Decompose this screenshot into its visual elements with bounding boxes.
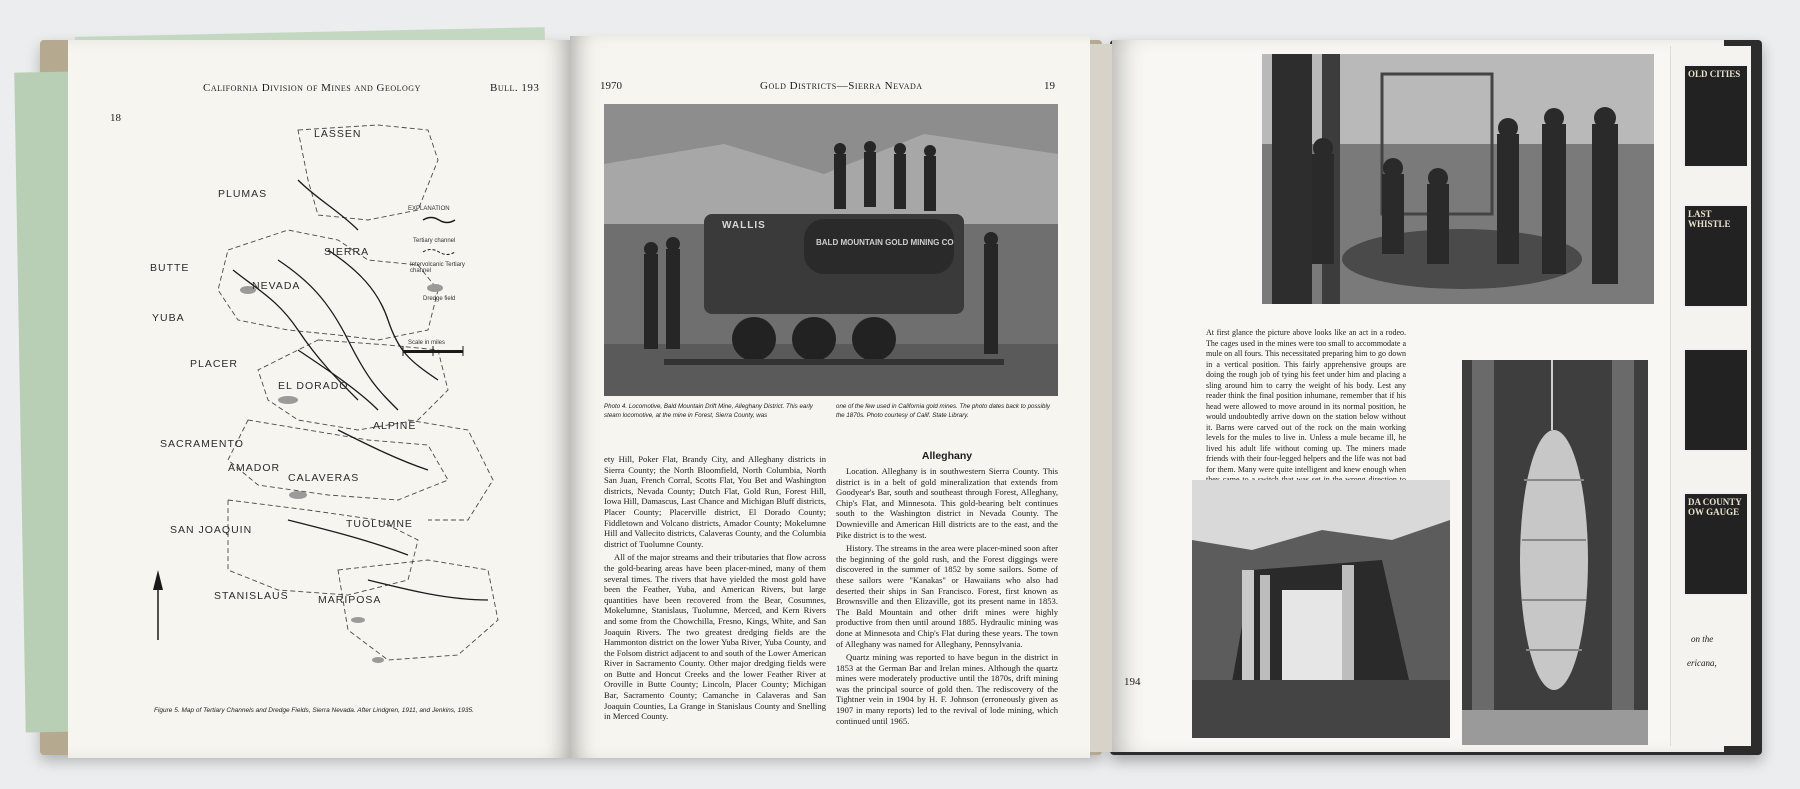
page-edge-strip [1090, 44, 1112, 752]
map-scale-label: Scale in miles [408, 340, 446, 346]
left-running-header: California Division of Mines and Geology [203, 82, 421, 94]
county-label-amador: AMADOR [228, 462, 281, 474]
photo-caption-right: one of the few used in California gold mines. The photo dates back to possibly the 1870s. Photo courtesy of Calif. State Library. [836, 403, 1050, 419]
right-photo-page [1112, 40, 1724, 752]
mule-story-body: At first glance the picture above looks like an act in a rodeo. The cages used in the mines were too small to accommodate a mule on all fours. This necessitated preparing him to go down in a vertical position. This fairly apprehensive groups are doing the rough job of tying his feet under him and placing a sling around him to carry the weight of his body. Lest any reader think the final position inhumane, remember that if his head were allowed to move around in its normal position, he would undoubtedly arrive down on the station below without it. Barns were carved out of the rock on the main working levels for the mules to live in. Unless a mule became ill, he lived his adult life without coming up. The miners made friends with their four-legged helpers and the life was not bad for them. Many were quite intelligent and knew enough when [1206, 328, 1406, 474]
county-label-san-joaquin: SAN JOAQUIN [170, 524, 253, 536]
county-label-lassen: LASSEN [314, 128, 362, 140]
paragraph: All of the major streams and their tributaries that flow across the gold-bearing areas have been placer-mined, many of them several times. The rivers that have yielded the most gold have been the Feather, Yuba, and American Rivers, but large quantities have been recovered from the Bear, Cosumnes, Mokelumne, Stanislaus, Tuolumne, Merced, and Kern Rivers and some from the Chowchilla, Fresno, Kings, White, and San Joaquin Rivers. The two greatest dredging fields are the Hammonton district on the lower Yuba River, Yuba County, and the Folsom district adjacent to and south of the Lower American River in Sacramento County. Other major dredging fields were on Butte and Honcut Creeks and the lower Feather River at Oroville in Butte County; Lincoln, Placer County; Michigan Bar, Sacramento County; Camanche in Calaveras and San Joaquin Counties, La Grange in Stanislaus County and Snelling in Merced County. [604, 552, 826, 722]
thumbnail-title: OLD CITIES [1688, 69, 1741, 79]
left-page-number: 18 [110, 112, 121, 124]
photo-caption-left: Photo 4. Locomotive, Bald Mountain Drift Mine, Alleghany District. This early steam locomotive, at the mine in Forest, Sierra County, was [604, 403, 813, 419]
section-heading-alleghany: Alleghany [921, 450, 973, 462]
locomotive-illustration [604, 104, 1058, 396]
left-bulletin-number: Bull. 193 [490, 82, 540, 94]
map-legend-intervolcanic: Intervolcanic Tertiary channel [410, 262, 465, 274]
thumbnail-title: LAST WHISTLE [1688, 209, 1731, 229]
map-legend-dredge: Dredge field [423, 296, 456, 302]
county-label-butte: BUTTE [150, 262, 190, 274]
text-column-right [836, 466, 1058, 729]
paragraph: Location. Alleghany is in southwestern Sierra County. This district is in a belt of gold mineralization that extends from Goodyear's Bar, south and southeast through Forest, Alleghany, Chip's Flat, and Minnesota. This gold-bearing belt continues south to the Washington district in Nevada County. The Downieville and American Hill districts are to the east, and the Pike district is to the west. [836, 466, 1058, 540]
middle-running-header: Gold Districts—Sierra Nevada [760, 80, 923, 92]
middle-year: 1970 [600, 80, 622, 92]
right-book-page-number: 194 [1124, 676, 1141, 688]
county-label-placer: PLACER [190, 358, 239, 370]
county-label-sierra: SIERRA [324, 246, 370, 258]
county-label-el-dorado: EL DORADO [278, 380, 349, 392]
hanging-mule-photo [1462, 360, 1648, 745]
map-legend-title: EXPLANATION [408, 206, 450, 212]
thumbnail-untitled [1683, 348, 1749, 452]
mule-rodeo-illustration [1262, 54, 1654, 304]
county-label-nevada: NEVADA [252, 280, 301, 292]
left-page [68, 40, 570, 758]
figure-caption: Figure 5. Map of Tertiary Channels and Dredge Fields, Sierra Nevada. After Lindgren, 1911, and Jenkins, 1935. [154, 707, 474, 714]
edge-text-line-1: on the [1691, 634, 1714, 644]
thumbnail-title [1685, 350, 1747, 356]
thumbnail-county-gauge [1683, 492, 1749, 596]
county-label-mariposa: MARIPOSA [318, 594, 382, 606]
county-label-plumas: PLUMAS [218, 188, 268, 200]
thumbnail-last-whistle [1683, 204, 1749, 308]
mule-rodeo-photo [1262, 54, 1654, 304]
county-label-sacramento: SACRAMENTO [160, 438, 244, 450]
locomotive-photo [604, 104, 1058, 396]
paragraph: History. The streams in the area were placer-mined soon after the beginning of the gold rush, and the Forest diggings were discovered in the summer of 1852 by some sailors. Some of these sailors were "Kanakas" or Hawaiians who also had deserted their ships in San Francisco. Forest, first known as Brownsville and then Elizaville, got its present name in 1853. The Bald Mountain and other drift mines were highly productive from then until around 1885. Hydraulic mining was done at Minnesota and Chip's Flat during these years. The town of Alleghany was named for Alleghany, Pennsylvania. [836, 543, 1058, 649]
thumbnail-title: DA COUNTY OW GAUGE [1688, 497, 1742, 517]
paragraph: Quartz mining was reported to have begun in the district in 1853 at the German Bar and Irelan mines. Although the quartz mines were moderately productive until the 1870s, drift mining was the principal source of gold then. The rediscovery of the Tightner vein in 1904 by H. F. Johnson (erroneously given as 1907 in many reports) led to the revival of lode mining, which continued until 1965. [836, 652, 1058, 726]
paragraph: ety Hill, Poker Flat, Brandy City, and Alleghany districts in Sierra County; the North Bloomfield, North Columbia, North San Juan, French Corral, Scotts Flat, You Bet and Washington districts, Nevada County; Dutch Flat, Gold Run, Forest Hill, Iowa Hill, Damascus, Last Chance and Michigan Bluff districts, Placer County; Placerville district, El Dorado County; Fiddletown and Volcano districts, Amador County; Mokelumne Hill and Vallecito districts, Calaveras County, and the Columbia district of Tuolumne County. [604, 454, 826, 549]
middle-page-number: 19 [1044, 80, 1055, 92]
county-label-alpine: ALPINE [373, 420, 417, 432]
county-label-stanislaus: STANISLAUS [214, 590, 289, 602]
hanging-mule-illustration [1462, 360, 1648, 745]
county-label-tuolumne: TUOLUMNE [346, 518, 413, 530]
mine-tunnel-illustration [1192, 480, 1450, 738]
mule-story-text [1206, 328, 1406, 496]
edge-text-line-2: ericana, [1687, 658, 1717, 668]
right-book-edge-page [1670, 46, 1751, 746]
locomotive-tank-lettering: BALD MOUNTAIN GOLD MINING CO [816, 238, 954, 247]
county-label-yuba: YUBA [152, 312, 185, 324]
thumbnail-old-cities [1683, 64, 1749, 168]
map-legend-tertiary: Tertiary channel [413, 238, 456, 244]
locomotive-name-plate: WALLIS [722, 220, 766, 231]
county-label-calaveras: CALAVERAS [288, 472, 360, 484]
mine-tunnel-photo [1192, 480, 1450, 738]
text-column-left [604, 454, 826, 725]
middle-page [570, 36, 1090, 758]
